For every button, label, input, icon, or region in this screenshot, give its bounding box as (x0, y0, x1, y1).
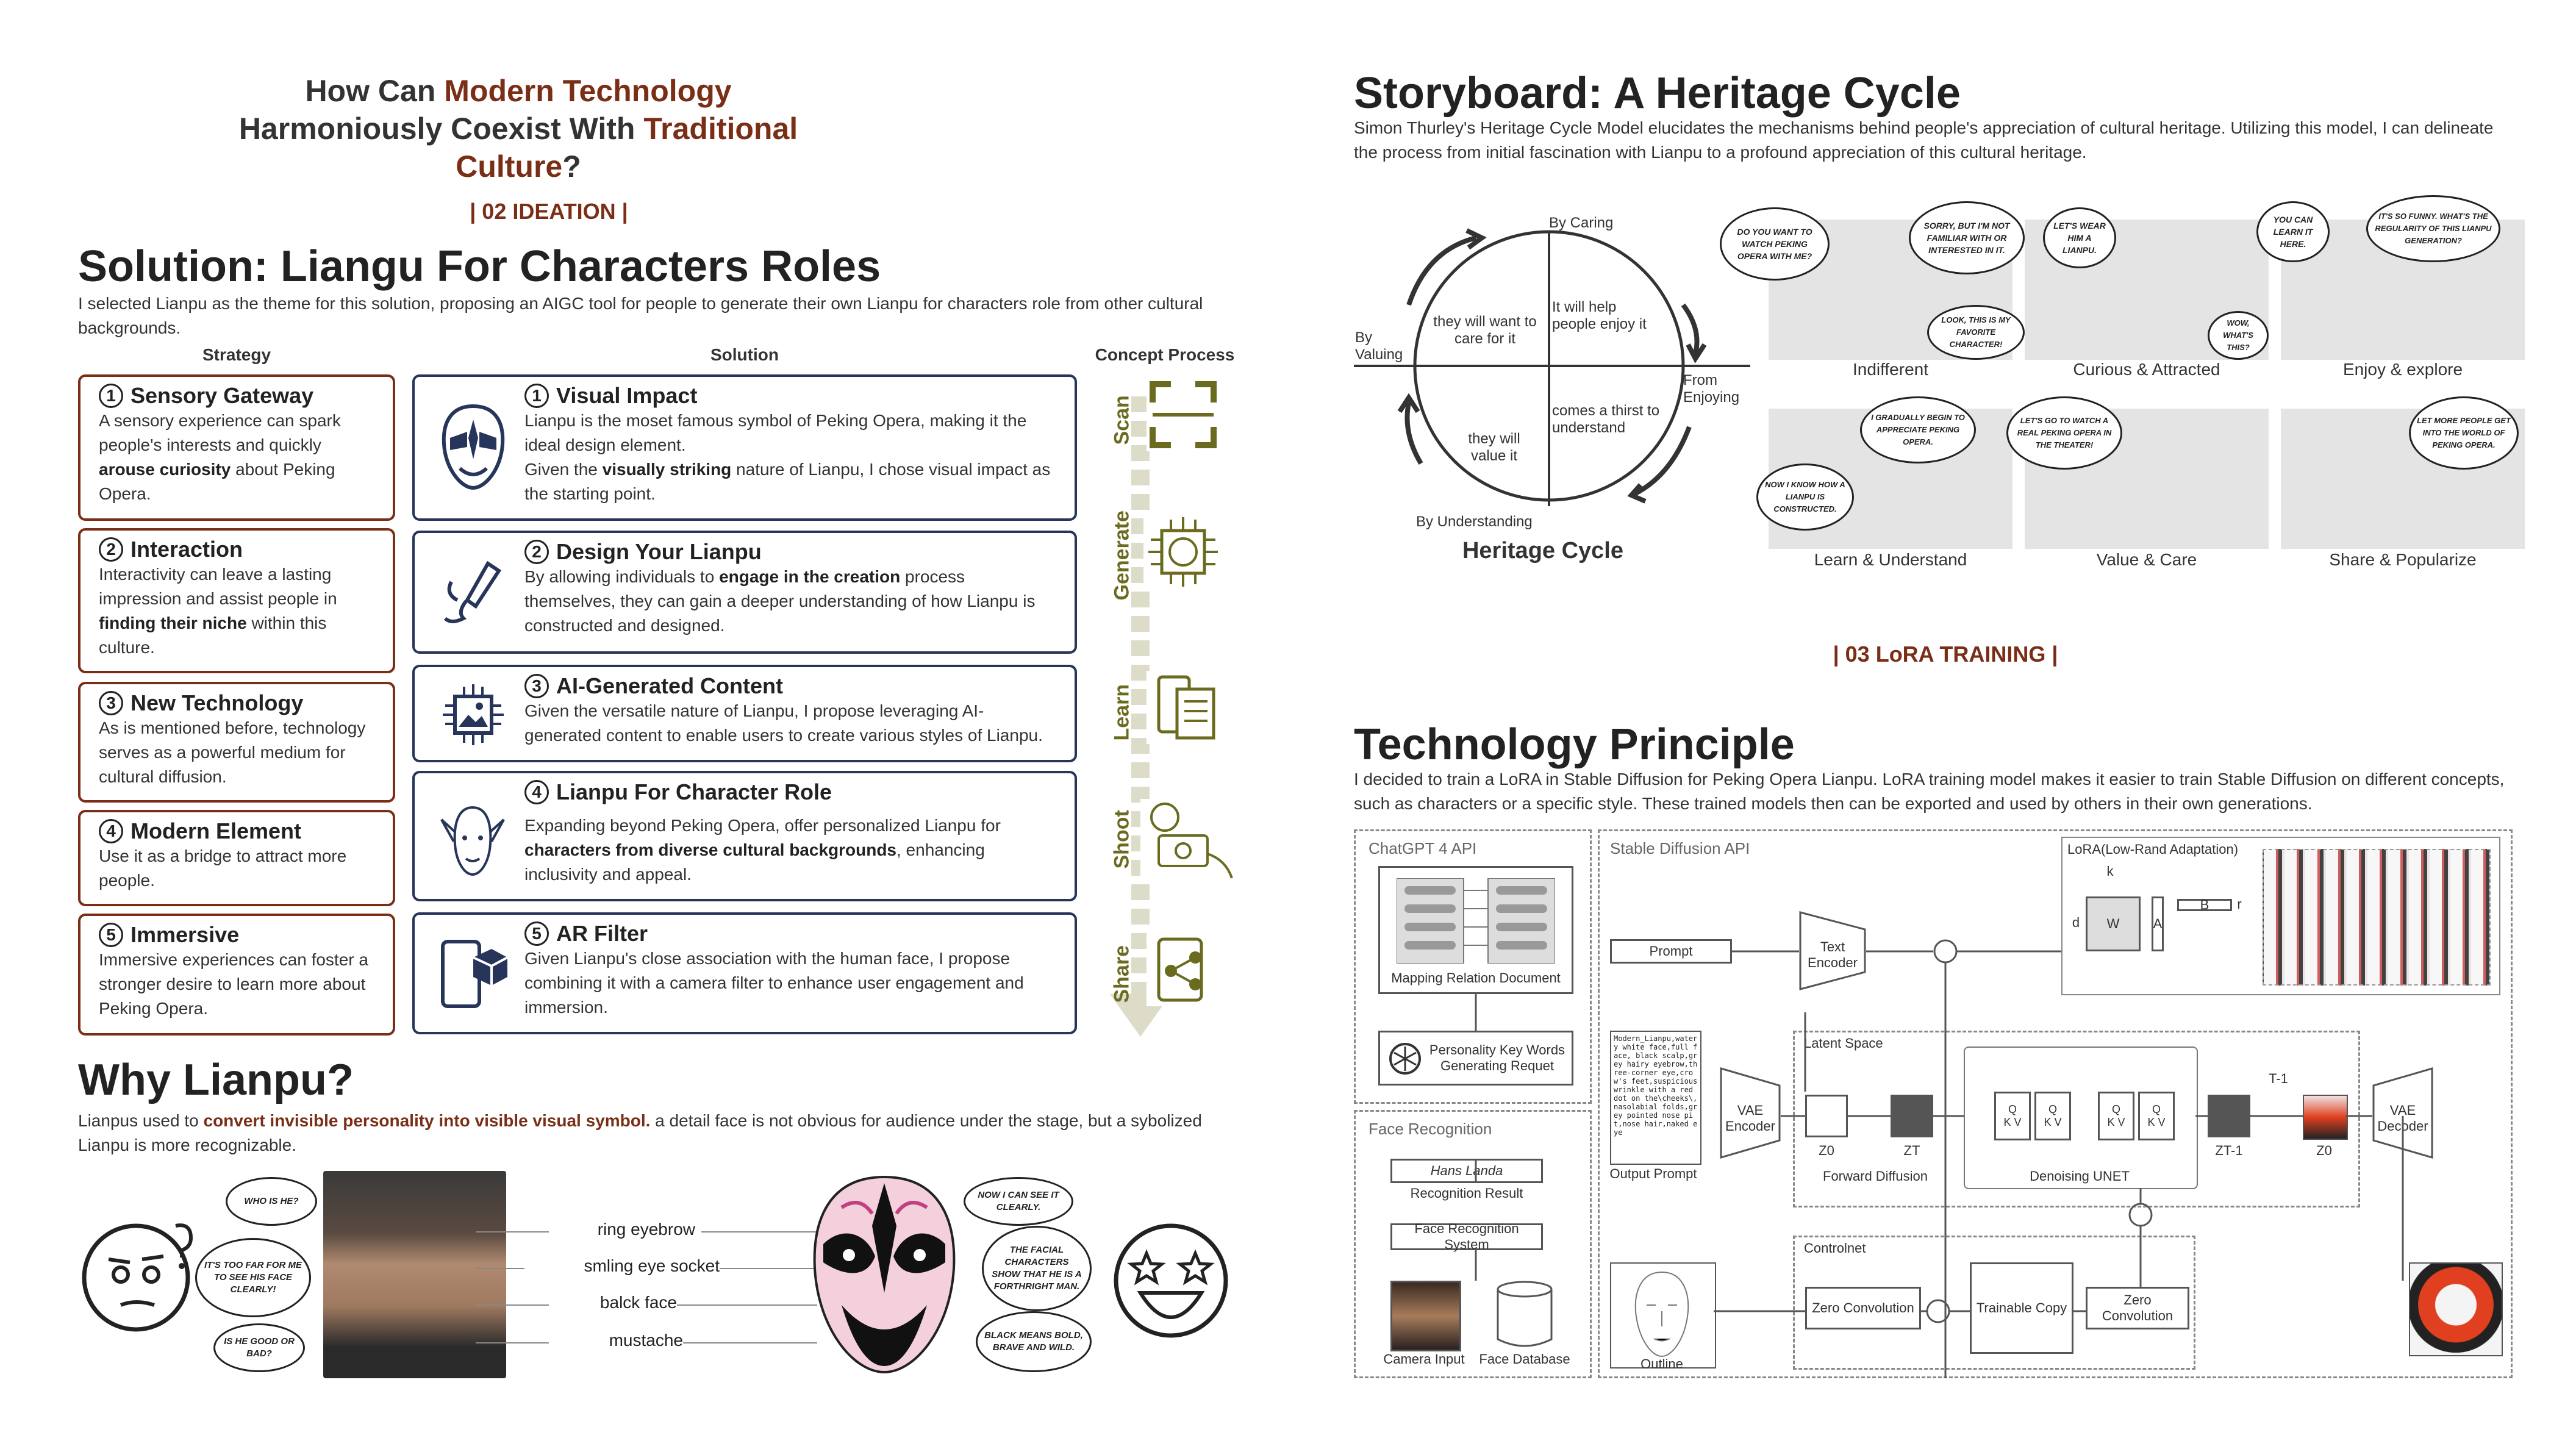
face-label: mustache (609, 1331, 683, 1350)
face-db-label: Face Database (1479, 1351, 1570, 1367)
cycle-caption: Heritage Cycle (1462, 538, 1623, 564)
cycle-quadrant: It will help people enjoy it (1552, 299, 1647, 332)
number-badge: 3 (524, 674, 549, 698)
face-label: smling eye socket (584, 1256, 720, 1275)
why-text: Lianpus used to (78, 1111, 204, 1130)
panel-bubble: LET MORE PEOPLE GET INTO THE WORLD OF PEKING OPERA. (2409, 396, 2519, 470)
strategy-box-1 (78, 374, 395, 521)
strategy-box-5 (78, 914, 395, 1036)
chatgpt-label: ChatGPT 4 API (1368, 839, 1477, 857)
solution-title: Visual Impact (556, 383, 698, 408)
solution-text: Given the (524, 460, 603, 479)
panel-bubble: I GRADUALLY BEGIN TO APPRECIATE PEKING OPERA. (1860, 396, 1976, 463)
number-badge: 1 (99, 384, 123, 408)
unet-q: Q (2152, 1103, 2161, 1115)
solution-title: Solution: Liangu For Characters Roles (78, 242, 881, 291)
learn-icon (1147, 671, 1220, 744)
question-accent: Traditional Culture (456, 112, 798, 184)
lora-a-label: A (2153, 916, 2163, 931)
strategy-title: Modern Element (131, 818, 302, 843)
number-badge: 3 (99, 691, 123, 715)
text-encoder-label: Text Encoder (1808, 939, 1858, 970)
confused-face-icon (78, 1214, 200, 1336)
storyboard-title: Storyboard: A Heritage Cycle (1354, 69, 1961, 118)
process-step: Shoot (1110, 810, 1134, 869)
zt1-label: ZT-1 (2215, 1143, 2243, 1158)
strategy-text: Use it as a bridge to attract more people. (99, 846, 347, 890)
solution-text: Given the versatile nature of Lianpu, I propose leveraging AI-generated content to enable users to create various styles of Lianpu. (524, 701, 1043, 745)
process-step: Generate (1110, 510, 1134, 601)
strategy-text: Interactivity can leave a lasting impression and assist people in (99, 565, 337, 608)
lora-d: d (2072, 915, 2080, 930)
unet-q: Q (2008, 1103, 2017, 1115)
vae-decoder-label: VAE Decoder (2377, 1103, 2428, 1134)
solution-desc: I selected Lianpu as the theme for this solution, proposing an AIGC tool for people to generate their own Lianpu for characters role from other cultural backgrounds. (78, 294, 1203, 337)
cycle-left: By Valuing (1355, 329, 1403, 363)
panel-bubble: WOW, WHAT'S THIS? (2208, 311, 2269, 360)
zero-conv-label: Zero Convolution (2102, 1292, 2174, 1323)
panel-label: Indifferent (1852, 360, 1929, 379)
solution-box-5 (412, 912, 1077, 1034)
panel-label: Learn & Understand (1814, 550, 1967, 569)
panel-label: Share & Popularize (2329, 550, 2477, 569)
process-step: Share (1110, 945, 1134, 1003)
lora-k: k (2106, 864, 2114, 879)
scan-icon (1147, 378, 1220, 451)
question-text: Harmoniously Coexist With (238, 112, 644, 146)
panel-bubble: SORRY, BUT I'M NOT FAMILIAR WITH OR INTERESTED IN IT. (1909, 201, 2025, 274)
lora-tag: | 03 LoRA TRAINING | (1833, 642, 2058, 667)
solution-text: process themselves, they can gain a deeper understanding of how Lianpu is constructed and designed. (524, 567, 1036, 635)
why-desc (78, 1109, 1237, 1157)
main-question (183, 72, 854, 185)
solution-text: nature of Lianpu, I chose visual impact as the starting point. (524, 460, 1051, 503)
forward-label: Forward Diffusion (1823, 1168, 1928, 1184)
sd-label: Stable Diffusion API (1610, 839, 1750, 857)
output-prompt-text: Modern_Lianpu,watery white face,full face, black scalp,grey hairy eyebrow,three-corner eye,crow's feet,suspicious wrinkle with a red dot on the\cheeks\,nasolabial folds,grey pointed nose pit,nose hair,naked eye (1614, 1034, 1698, 1137)
z0-label: Z0 (1819, 1143, 1834, 1158)
number-badge: 4 (524, 780, 549, 804)
vae-encoder-label: VAE Encoder (1725, 1103, 1775, 1134)
strategy-title: Interaction (131, 537, 243, 562)
mask-icon (437, 401, 510, 493)
panel-bubble: LET'S WEAR HIM A LIANPU. (2043, 207, 2116, 268)
strategy-text: about Peking Opera. (99, 460, 335, 503)
brush-icon (439, 557, 506, 631)
strategy-text: A sensory experience can spark people's interests and quickly (99, 411, 341, 454)
camera-label: Camera Input (1383, 1351, 1465, 1367)
lora-w-label: W (2106, 916, 2120, 931)
speech-bubble: WHO IS HE? (226, 1177, 317, 1226)
unet-kv: K V (2107, 1116, 2125, 1128)
strategy-text: Immersive experiences can foster a stronger desire to learn more about Peking Opera. (99, 950, 368, 1018)
tech-desc: I decided to train a LoRA in Stable Diffusion for Peking Opera Lianpu. LoRA training model makes it easier to train Stable Diffusion on different concepts, such as characters or a specific style. These trained models then can be exported and used by others in their own generations. (1354, 770, 2505, 813)
solution-text: By allowing individuals to (524, 567, 720, 586)
speech-bubble: IT'S TOO FAR FOR ME TO SEE HIS FACE CLEARLY! (195, 1238, 311, 1317)
output-prompt-label: Output Prompt (1609, 1166, 1697, 1181)
solution-box-2 (412, 531, 1077, 654)
strategy-bold: finding their niche (99, 614, 247, 632)
shoot-icon (1140, 799, 1238, 884)
number-badge: 4 (99, 819, 123, 843)
process-step: Learn (1110, 684, 1134, 741)
cycle-quadrant: they will want to care for it (1433, 313, 1537, 347)
unet-kv: K V (2003, 1116, 2022, 1128)
strategy-text: within this culture. (99, 614, 327, 657)
panel-label: Enjoy & explore (2342, 360, 2463, 379)
solution-text: Given Lianpu's close association with the human face, I propose combining it with a camera filter to enhance user engagement and immersion. (524, 949, 1024, 1017)
lianpu-mask-image (805, 1171, 964, 1378)
unet-kv: K V (2044, 1116, 2062, 1128)
face-label: balck face (599, 1293, 677, 1312)
unet-kv: K V (2147, 1116, 2166, 1128)
solution-bold: visually striking (602, 460, 732, 479)
ideation-tag: | 02 IDEATION | (470, 199, 628, 224)
solution-text: Lianpu is the moset famous symbol of Peking Opera, making it the ideal design element. (524, 411, 1027, 454)
panel-bubble: NOW I KNOW HOW A LIANPU IS CONSTRUCTED. (1756, 463, 1854, 531)
t1-label: T-1 (2269, 1071, 2288, 1086)
mapping-label: Mapping Relation Document (1391, 970, 1561, 986)
panel-bubble: DO YOU WANT TO WATCH PEKING OPERA WITH ME? (1720, 207, 1830, 281)
z0b-label: Z0 (2316, 1143, 2332, 1158)
hans-label: Hans Landa (1430, 1163, 1503, 1178)
recog-result: Recognition Result (1410, 1186, 1523, 1201)
why-title: Why Lianpu? (78, 1056, 354, 1104)
strategy-box-2 (78, 528, 395, 673)
speech-bubble: NOW I CAN SEE IT CLEARLY. (964, 1177, 1073, 1226)
zt-label: ZT (1903, 1143, 1920, 1158)
unet-q: Q (2048, 1103, 2057, 1115)
cycle-right: From Enjoying (1683, 372, 1740, 406)
number-badge: 5 (99, 923, 123, 947)
process-step: Scan (1110, 395, 1134, 445)
cycle-bottom: By Understanding (1416, 513, 1533, 530)
ar-phone-icon (437, 933, 510, 1012)
solution-box-3 (412, 665, 1077, 762)
elf-icon (439, 795, 506, 881)
number-badge: 5 (524, 921, 549, 946)
unet-q: Q (2111, 1103, 2120, 1115)
question-text: How Can (305, 74, 445, 108)
number-badge: 2 (99, 537, 123, 562)
solution-title: Design Your Lianpu (556, 539, 762, 564)
cycle-quadrant: comes a thirst to understand (1552, 402, 1660, 436)
share-icon (1147, 933, 1220, 1006)
cycle-quadrant: they will value it (1468, 431, 1520, 464)
speech-bubble: THE FACIAL CHARACTERS SHOW THAT HE IS A FORTHRIGHT MAN. (982, 1226, 1092, 1311)
strategy-box-3 (78, 682, 395, 803)
face-recog-label: Face Recognition (1368, 1120, 1492, 1138)
face-label: ring eyebrow (597, 1220, 695, 1239)
panel-bubble: LOOK, THIS IS MY FAVORITE CHARACTER! (1927, 305, 2025, 360)
panel-label: Curious & Attracted (2073, 360, 2220, 379)
number-badge: 2 (524, 540, 549, 564)
col-strategy: Strategy (202, 345, 271, 364)
diagram-connectors (1354, 829, 2513, 1378)
controlnet-label: Controlnet (1804, 1240, 1866, 1256)
storyboard-desc: Simon Thurley's Heritage Cycle Model elucidates the mechanisms behind people's appreciation of cultural heritage. Utilizing this model, I can delineate the process from initial fascination with Lianpu to a profound appreciation of this cultural heritage. (1354, 118, 2494, 162)
strategy-bold: arouse curiosity (99, 460, 231, 479)
panel-label: Value & Care (2096, 550, 2197, 569)
strategy-title: Sensory Gateway (131, 383, 314, 408)
solution-bold: engage in the creation (719, 567, 901, 586)
strategy-box-4 (78, 810, 395, 906)
unet-label: Denoising UNET (2030, 1168, 2130, 1184)
strategy-text: As is mentioned before, technology serves as a powerful medium for cultural diffusion. (99, 718, 366, 786)
ai-image-icon (437, 678, 510, 751)
lora-b-label: B (2200, 897, 2209, 912)
trainable-label: Trainable Copy (1976, 1300, 2067, 1315)
strategy-title: New Technology (131, 690, 304, 715)
strategy-title: Immersive (131, 922, 240, 947)
why-text: a detail face is not obvious for audience under the stage, but a sybolized Lianpu is more recognizable. (78, 1111, 1202, 1154)
generate-icon (1143, 512, 1223, 592)
tech-title: Technology Principle (1354, 720, 1795, 769)
why-bold: convert invisible personality into visible visual symbol. (203, 1111, 651, 1130)
latent-label: Latent Space (1804, 1036, 1883, 1051)
question-text: ? (562, 149, 581, 184)
col-concept: Concept Process (1095, 345, 1235, 364)
number-badge: 1 (524, 384, 549, 408)
cycle-top: By Caring (1549, 215, 1614, 231)
solution-box-4 (412, 771, 1077, 901)
lora-label: LoRA(Low-Rand Adaptation) (2067, 842, 2239, 857)
label-lines (476, 1226, 817, 1348)
solution-bold: characters from diverse cultural backgrounds (524, 840, 896, 859)
outline-label: Outline (1640, 1356, 1683, 1372)
solution-title: Lianpu For Character Role (556, 779, 832, 804)
speech-bubble: BLACK MEANS BOLD, BRAVE AND WILD. (976, 1311, 1092, 1372)
panel-bubble: YOU CAN LEARN IT HERE. (2256, 201, 2330, 262)
panel-bubble: IT'S SO FUNNY. WHAT'S THE REGULARITY OF THIS LIANPU GENERATION? (2366, 195, 2500, 262)
solution-text: Expanding beyond Peking Opera, offer personalized Lianpu for (524, 816, 1001, 835)
prompt-label: Prompt (1649, 943, 1693, 959)
personality-label: Personality Key Words Generating Requet (1429, 1042, 1565, 1073)
col-solution: Solution (710, 345, 779, 364)
solution-title: AI-Generated Content (556, 673, 784, 698)
panel-bubble: LET'S GO TO WATCH A REAL PEKING OPERA IN THE THEATER! (2006, 396, 2122, 470)
solution-title: AR Filter (556, 921, 648, 946)
zero-conv-label: Zero Convolution (1812, 1300, 1914, 1315)
star-eyes-face-icon (1110, 1220, 1232, 1342)
speech-bubble: IS HE GOOD OR BAD? (213, 1323, 305, 1372)
lora-r: r (2237, 896, 2242, 912)
solution-box-1 (412, 374, 1077, 521)
recog-system-label: Face Recognition System (1414, 1221, 1519, 1252)
solution-text: , enhancing inclusivity and appeal. (524, 840, 985, 884)
question-accent: Modern Technology (444, 74, 732, 108)
